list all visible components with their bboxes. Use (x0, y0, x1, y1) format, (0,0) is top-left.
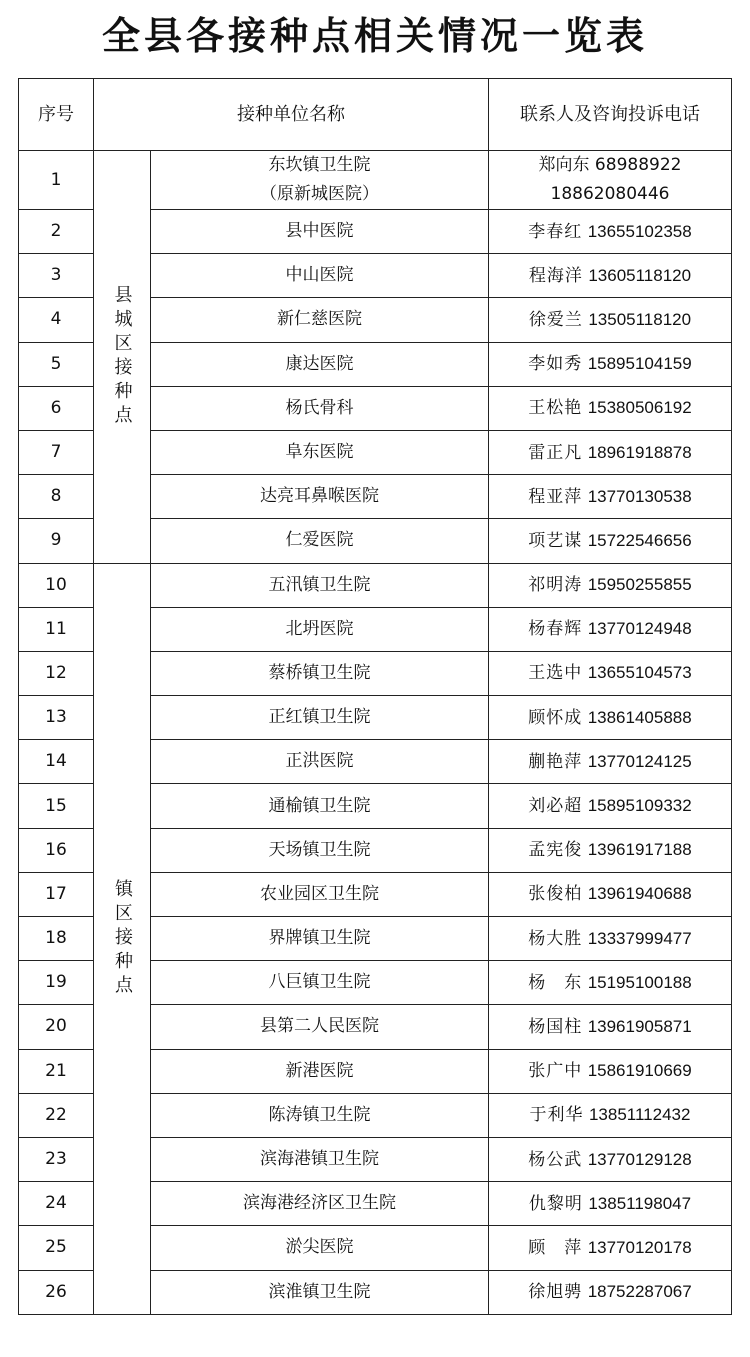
page-title: 全县各接种点相关情况一览表 (101, 13, 648, 58)
unit-name: 蔡桥镇卫生院 (151, 651, 489, 695)
contact-name: 徐旭骋 (528, 1282, 583, 1303)
vaccination-sites-table (18, 78, 732, 1315)
unit-name: 滨海港镇卫生院 (151, 1137, 489, 1181)
contact-cell (489, 210, 732, 254)
header-unit: 接种单位名称 (94, 79, 489, 151)
row-index: 17 (19, 872, 94, 916)
unit-name: 北坍医院 (151, 607, 489, 651)
unit-name: 农业园区卫生院 (151, 872, 489, 916)
row-index: 23 (19, 1137, 94, 1181)
contact-phone: 15380506192 (587, 398, 692, 418)
unit-name: 滨海港经济区卫生院 (151, 1182, 489, 1226)
contact-cell (489, 298, 732, 342)
contact-name: 杨国柱 (528, 1016, 583, 1037)
contact-name: 杨 东 (528, 972, 583, 993)
unit-name: 新仁慈医院 (151, 298, 489, 342)
contact-cell (489, 1137, 732, 1181)
unit-name (151, 151, 489, 210)
row-index: 6 (19, 386, 94, 430)
contact-name: 蒯艳萍 (528, 751, 583, 772)
unit-name: 八巨镇卫生院 (151, 961, 489, 1005)
unit-name: 五汛镇卫生院 (151, 563, 489, 607)
contact-cell (489, 872, 732, 916)
contact-phone: 13337999477 (587, 928, 692, 948)
contact-phone: 13505118120 (588, 309, 692, 329)
contact-cell (489, 386, 732, 430)
unit-name: 阜东医院 (151, 430, 489, 474)
header-contact: 联系人及咨询投诉电话 (489, 79, 732, 151)
row-index: 18 (19, 917, 94, 961)
row-index: 13 (19, 696, 94, 740)
contact-phone: 13770130538 (587, 486, 692, 506)
unit-name: 新港医院 (151, 1049, 489, 1093)
unit-name: 陈涛镇卫生院 (151, 1093, 489, 1137)
row-index: 20 (19, 1005, 94, 1049)
unit-name: 仁爱医院 (151, 519, 489, 563)
region-county-cell (94, 151, 151, 564)
contact-name: 于利华 (529, 1105, 584, 1126)
contact-name: 程亚萍 (528, 486, 583, 507)
contact-phone: 15195100188 (587, 972, 692, 992)
row-index: 15 (19, 784, 94, 828)
contact-cell (489, 519, 732, 563)
row-index: 2 (19, 210, 94, 254)
row-index: 1 (19, 151, 94, 210)
row-index: 7 (19, 430, 94, 474)
unit-name-line: 东坎镇卫生院 (268, 155, 371, 175)
contact-name: 李如秀 (528, 354, 583, 375)
row-index: 9 (19, 519, 94, 563)
contact-phone: 13861405888 (587, 707, 692, 727)
unit-name: 正红镇卫生院 (151, 696, 489, 740)
contact-phone: 18961918878 (587, 442, 692, 462)
contact-name: 祁明涛 (528, 575, 583, 596)
row-index: 16 (19, 828, 94, 872)
row-index: 4 (19, 298, 94, 342)
contact-cell (489, 1005, 732, 1049)
table-row (19, 151, 732, 210)
row-index: 11 (19, 607, 94, 651)
contact-name: 顾怀成 (528, 707, 583, 728)
contact-name: 刘必超 (528, 796, 583, 817)
contact-name: 杨大胜 (528, 928, 583, 949)
contact-cell (489, 563, 732, 607)
contact-name: 程海洋 (528, 265, 583, 286)
contact-phone: 13961940688 (587, 884, 692, 904)
region-county-label: 县城区接种点 (111, 284, 133, 429)
contact-name: 徐爱兰 (528, 309, 583, 330)
contact-name: 仇黎明 (528, 1193, 583, 1214)
unit-name: 淤尖医院 (151, 1226, 489, 1270)
row-index: 12 (19, 651, 94, 695)
contact-phone: 13851198047 (588, 1193, 692, 1213)
contact-cell (489, 784, 732, 828)
row-index: 24 (19, 1182, 94, 1226)
contact-name: 杨公武 (528, 1149, 583, 1170)
contact-phone: 13961917188 (587, 840, 692, 860)
contact-cell (489, 254, 732, 298)
unit-name: 天场镇卫生院 (151, 828, 489, 872)
contact-phone: 13770124125 (587, 751, 692, 771)
contact-phone: 13655102358 (587, 221, 692, 241)
contact-cell (489, 151, 732, 210)
contact-phone: 13770124948 (587, 619, 692, 639)
contact-phone: 13961905871 (587, 1016, 692, 1036)
contact-line: 郑向东 68988922 (538, 155, 682, 175)
unit-name: 杨氏骨科 (151, 386, 489, 430)
contact-line: 18862080446 (550, 184, 670, 204)
table-body (19, 151, 732, 1315)
contact-cell (489, 1049, 732, 1093)
unit-name: 康达医院 (151, 342, 489, 386)
contact-phone: 18752287067 (587, 1282, 692, 1302)
table-header-row (19, 79, 732, 151)
contact-cell (489, 1182, 732, 1226)
contact-cell (489, 828, 732, 872)
contact-phone: 15861910669 (587, 1061, 692, 1081)
contact-cell (489, 1270, 732, 1314)
contact-phone: 13605118120 (588, 265, 692, 285)
row-index: 25 (19, 1226, 94, 1270)
contact-cell (489, 917, 732, 961)
contact-phone: 13655104573 (587, 663, 692, 683)
row-index: 21 (19, 1049, 94, 1093)
contact-cell (489, 696, 732, 740)
row-index: 8 (19, 475, 94, 519)
row-index: 14 (19, 740, 94, 784)
contact-name: 项艺谋 (528, 530, 583, 551)
row-index: 3 (19, 254, 94, 298)
contact-cell (489, 961, 732, 1005)
contact-phone: 15950255855 (587, 575, 692, 595)
contact-name: 顾 萍 (528, 1237, 583, 1258)
contact-cell (489, 607, 732, 651)
table-row (19, 563, 732, 607)
region-town-cell (94, 563, 151, 1314)
region-town-label: 镇区接种点 (112, 878, 133, 999)
unit-name: 滨淮镇卫生院 (151, 1270, 489, 1314)
contact-name: 杨春辉 (528, 619, 583, 640)
contact-name: 李春红 (528, 221, 583, 242)
contact-name: 王选中 (528, 663, 583, 684)
unit-name: 县中医院 (151, 210, 489, 254)
contact-cell (489, 740, 732, 784)
row-index: 26 (19, 1270, 94, 1314)
row-index: 19 (19, 961, 94, 1005)
contact-phone: 15722546656 (587, 530, 692, 550)
unit-name: 达亮耳鼻喉医院 (151, 475, 489, 519)
contact-name: 王松艳 (528, 398, 583, 419)
contact-cell (489, 475, 732, 519)
header-index: 序号 (19, 79, 94, 151)
contact-cell (489, 1093, 732, 1137)
unit-name: 正洪医院 (151, 740, 489, 784)
row-index: 5 (19, 342, 94, 386)
contact-phone: 13770129128 (587, 1149, 692, 1169)
unit-name: 县第二人民医院 (151, 1005, 489, 1049)
row-index: 10 (19, 563, 94, 607)
contact-name: 雷正凡 (528, 442, 583, 463)
unit-name: 通榆镇卫生院 (151, 784, 489, 828)
unit-name: 中山医院 (151, 254, 489, 298)
unit-name: 界牌镇卫生院 (151, 917, 489, 961)
contact-phone: 13770120178 (587, 1237, 692, 1257)
contact-name: 孟宪俊 (528, 840, 583, 861)
contact-cell (489, 1226, 732, 1270)
row-index: 22 (19, 1093, 94, 1137)
contact-phone: 15895104159 (587, 354, 692, 374)
contact-cell (489, 430, 732, 474)
unit-name-line: （原新城医院） (260, 184, 379, 204)
contact-phone: 13851112432 (588, 1105, 691, 1125)
contact-cell (489, 651, 732, 695)
contact-name: 张广中 (528, 1061, 583, 1082)
contact-cell (489, 342, 732, 386)
contact-name: 张俊柏 (528, 884, 583, 905)
contact-phone: 15895109332 (587, 796, 692, 816)
